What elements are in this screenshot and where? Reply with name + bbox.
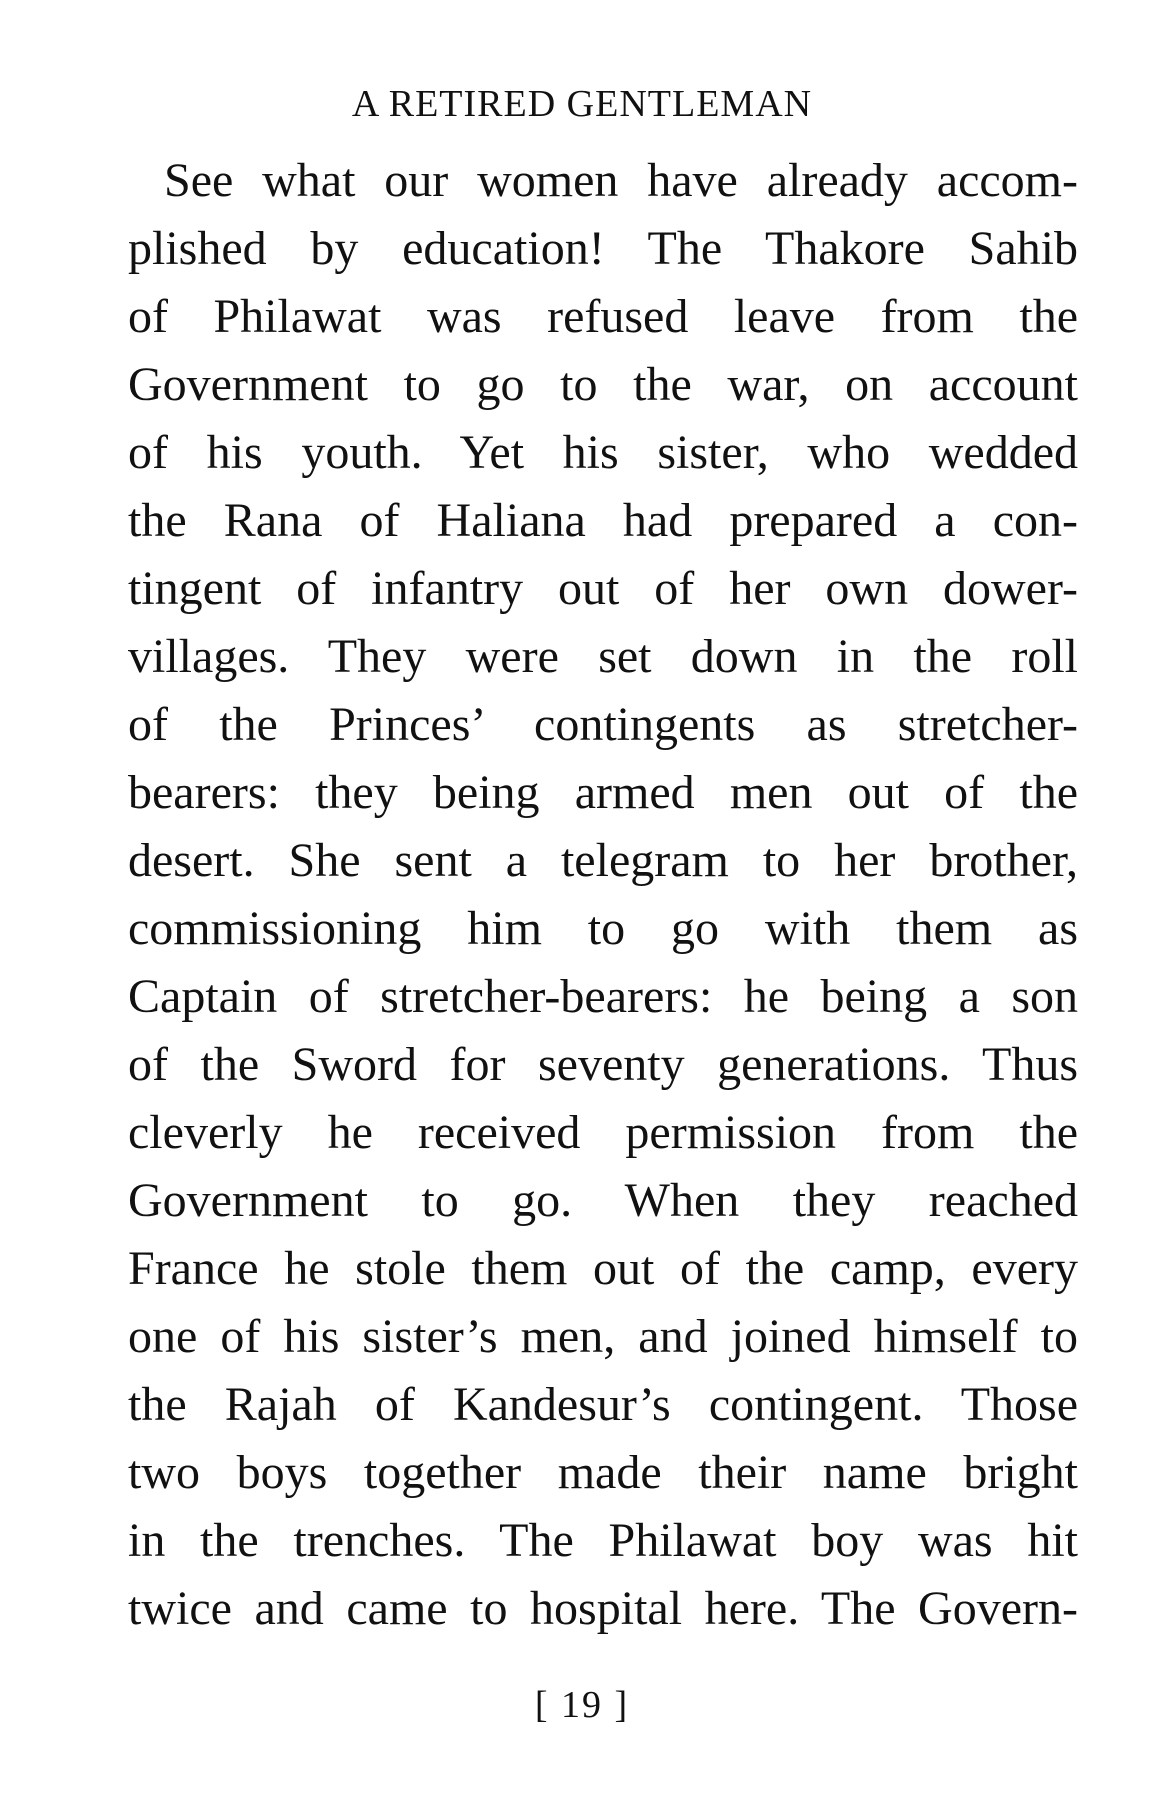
text-line: one of his sister’s men, and joined himself to: [128, 1310, 1078, 1363]
page-number: [ 19 ]: [534, 1684, 630, 1726]
text-line: France he stole them out of the camp, every: [128, 1242, 1078, 1295]
text-line: bearers: they being armed men out of the: [128, 766, 1078, 819]
text-line: tingent of infantry out of her own dower-: [128, 562, 1078, 615]
text-line: Government to go. When they reached: [128, 1174, 1078, 1227]
text-line: villages. They were set down in the roll: [128, 630, 1078, 683]
text-line: twice and came to hospital here. The Govern-: [128, 1582, 1078, 1635]
text-line: plished by education! The Thakore Sahib: [128, 222, 1078, 275]
text-line: of Philawat was refused leave from the: [128, 290, 1078, 343]
running-title: A RETIRED GENTLEMAN: [351, 83, 813, 125]
text-line: commissioning him to go with them as: [128, 902, 1078, 955]
text-line: See what our women have already accom-: [164, 154, 1078, 207]
body-text: [128, 147, 1078, 1643]
text-line: the Rajah of Kandesur’s contingent. Those: [128, 1378, 1078, 1431]
text-line: the Rana of Haliana had prepared a con-: [128, 494, 1078, 547]
text-line: of the Sword for seventy generations. Thus: [128, 1038, 1078, 1091]
text-line: Government to go to the war, on account: [128, 358, 1078, 411]
text-line: two boys together made their name bright: [128, 1446, 1078, 1499]
text-line: of his youth. Yet his sister, who wedded: [128, 426, 1078, 479]
text-line: cleverly he received permission from the: [128, 1106, 1078, 1159]
text-line: in the trenches. The Philawat boy was hit: [128, 1514, 1078, 1567]
text-line: desert. She sent a telegram to her brother,: [128, 834, 1078, 887]
text-line: of the Princes’ contingents as stretcher-: [128, 698, 1078, 751]
text-line: Captain of stretcher-bearers: he being a son: [128, 970, 1078, 1023]
